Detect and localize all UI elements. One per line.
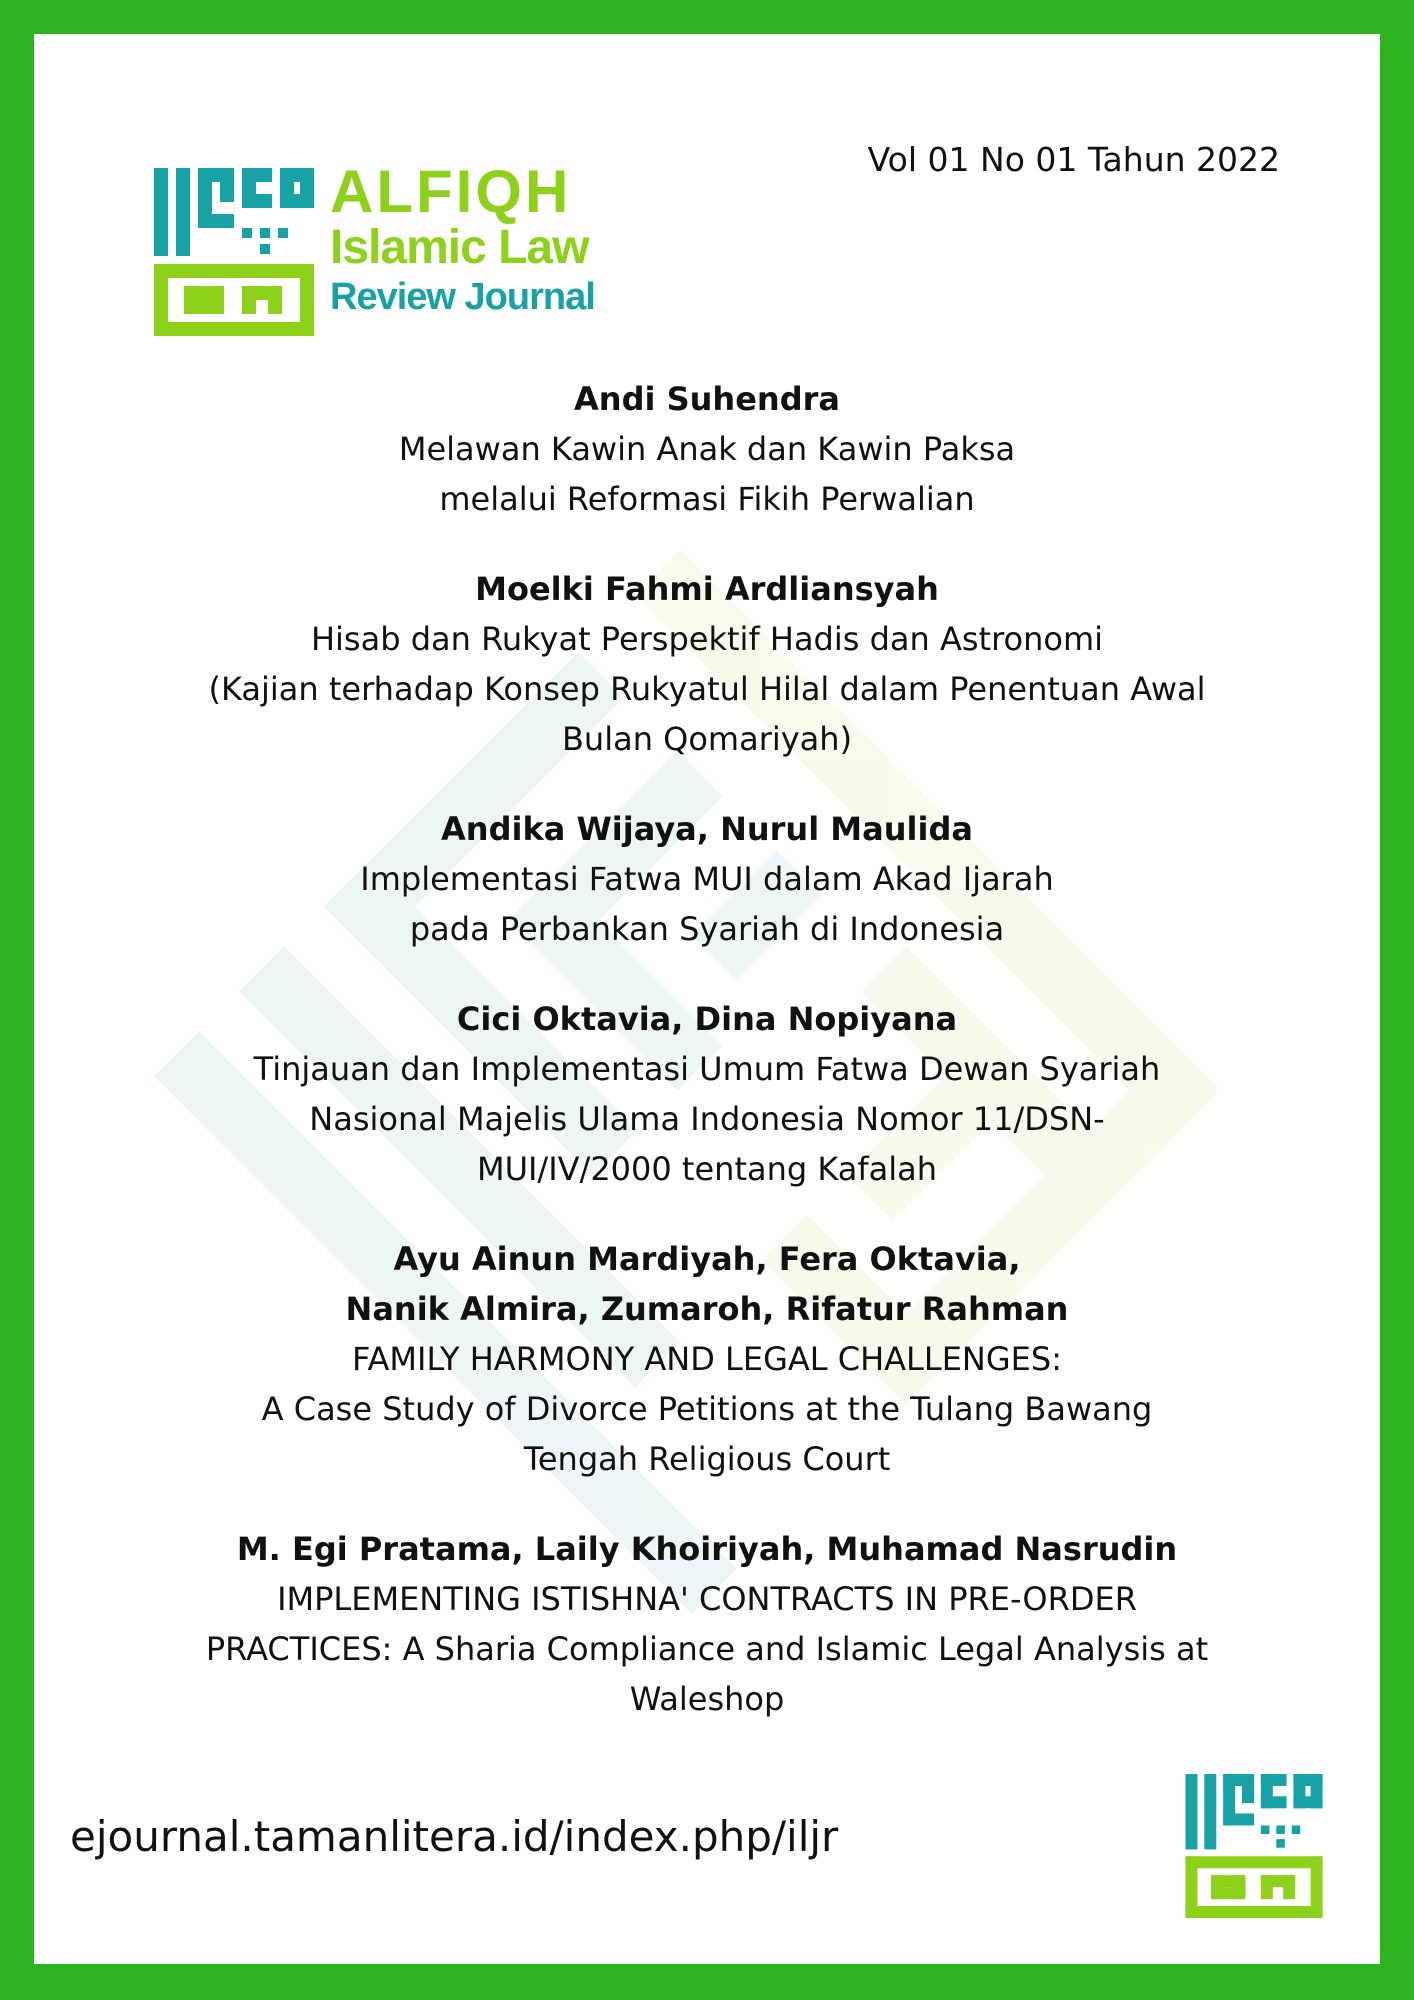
- article-title-line: (Kajian terhadap Konsep Rukyatul Hilal dalam Penentuan Awal: [208, 670, 1206, 708]
- journal-logo: [154, 136, 694, 336]
- journal-name-line1: ALFIQH: [330, 158, 572, 225]
- article-title-line: Tengah Religious Court: [523, 1440, 891, 1478]
- issue-label: Vol 01 No 01 Tahun 2022: [867, 140, 1280, 179]
- article-item: [157, 564, 1257, 764]
- article-title-line: Implementasi Fatwa MUI dalam Akad Ijarah: [360, 860, 1054, 898]
- article-item: [157, 994, 1257, 1194]
- article-authors: Ayu Ainun Mardiyah, Fera Oktavia,: [393, 1240, 1021, 1278]
- article-title-line: MUI/IV/2000 tentang Kafalah: [476, 1150, 938, 1188]
- article-title-line: melalui Reformasi Fikih Perwalian: [439, 480, 975, 518]
- article-authors: Moelki Fahmi Ardliansyah: [475, 570, 939, 608]
- article-authors: Andika Wijaya, Nurul Maulida: [441, 810, 973, 848]
- article-title-line: Waleshop: [629, 1680, 785, 1718]
- article-authors: Andi Suhendra: [574, 380, 840, 418]
- article-authors: M. Egi Pratama, Laily Khoiriyah, Muhamad Nasrudin: [236, 1530, 1178, 1568]
- article-authors-line2: Nanik Almira, Zumaroh, Rifatur Rahman: [345, 1290, 1069, 1328]
- journal-name-line2: Islamic Law: [330, 221, 589, 274]
- article-title-line: FAMILY HARMONY AND LEGAL CHALLENGES:: [352, 1340, 1062, 1378]
- article-title-line: IMPLEMENTING ISTISHNA' CONTRACTS IN PRE-ORDER: [277, 1580, 1137, 1618]
- article-authors: Cici Oktavia, Dina Nopiyana: [456, 1000, 958, 1038]
- kufic-alfiqh-logo-icon: [154, 168, 314, 336]
- article-item: [157, 1524, 1257, 1724]
- journal-name: [330, 158, 595, 318]
- kufic-alfiqh-logo-icon: [1182, 1774, 1326, 1918]
- article-title-line: PRACTICES: A Sharia Compliance and Islamic Legal Analysis at: [205, 1630, 1209, 1668]
- article-title-line: pada Perbankan Syariah di Indonesia: [409, 910, 1005, 948]
- article-title-line: Bulan Qomariyah): [561, 720, 853, 758]
- article-item: [157, 374, 1257, 524]
- journal-url-link[interactable]: ejournal.tamanlitera.id/index.php/iljr: [70, 1812, 839, 1861]
- article-title-line: Melawan Kawin Anak dan Kawin Paksa: [398, 430, 1016, 468]
- article-title-line: A Case Study of Divorce Petitions at the Tulang Bawang: [261, 1390, 1153, 1428]
- journal-name-line3: Review Journal: [330, 276, 595, 318]
- article-list: [34, 374, 1380, 1764]
- article-title-line: Hisab dan Rukyat Perspektif Hadis dan Astronomi: [310, 620, 1104, 658]
- article-title-line: Nasional Majelis Ulama Indonesia Nomor 11/DSN-: [309, 1100, 1105, 1138]
- article-item: [157, 1234, 1257, 1484]
- article-item: [157, 804, 1257, 954]
- article-title-line: Tinjauan dan Implementasi Umum Fatwa Dewan Syariah: [253, 1050, 1161, 1088]
- cover-page: [34, 34, 1380, 1964]
